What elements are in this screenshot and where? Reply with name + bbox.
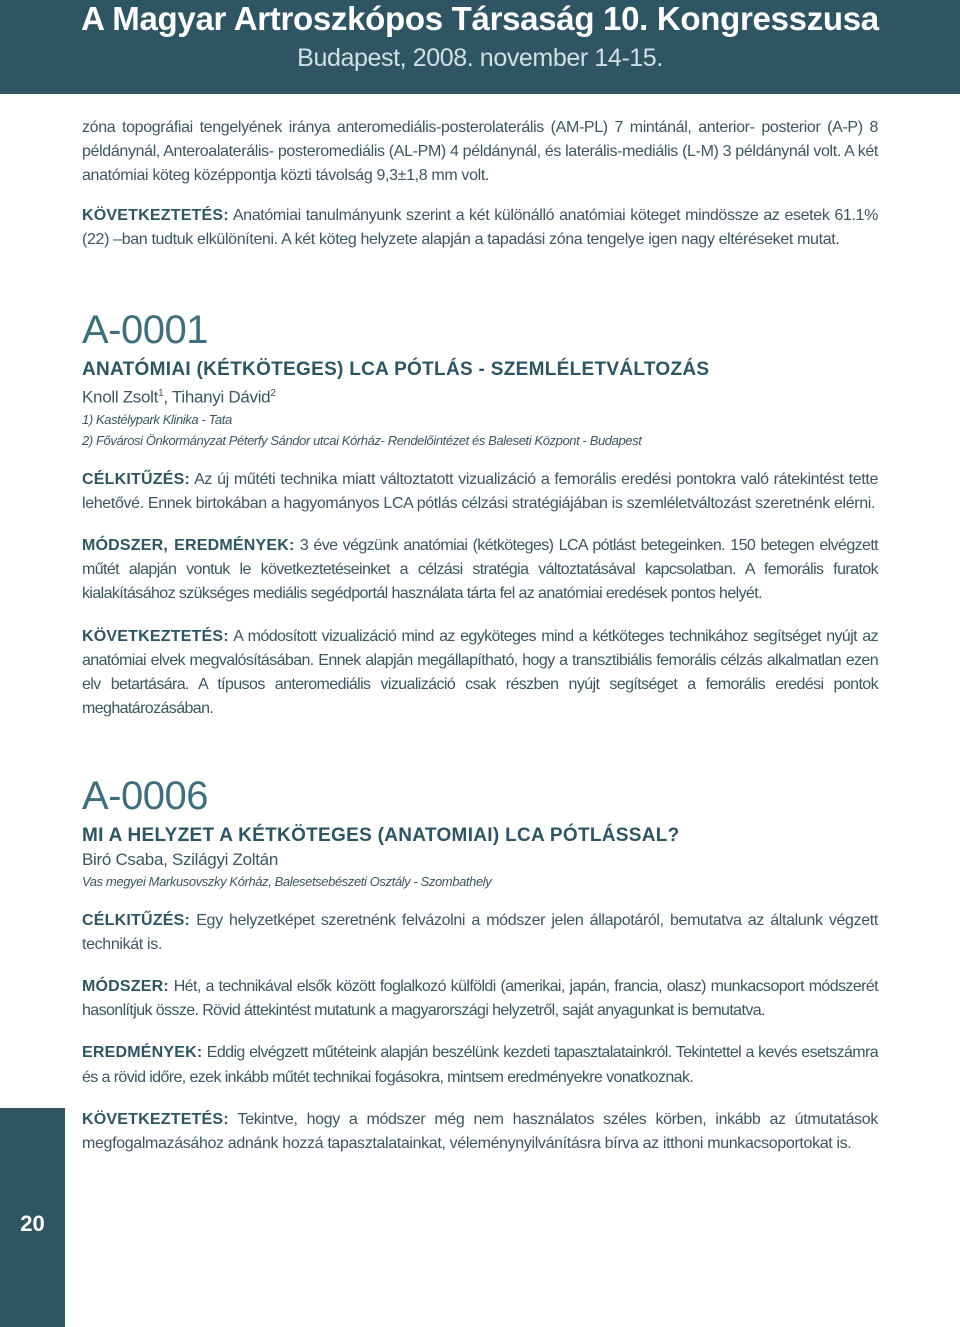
- page-content: [82, 116, 878, 1156]
- abstract-code: A-0006: [82, 773, 208, 818]
- section-text: Tekintve, hogy a módszer még nem használatos széles körben, inkább az útmutatások megfogalmazásához adnánk hozzá tapasztalatainkat, véleménynyilvánításra bírva az itthoni munkacsoportokat is.: [82, 1110, 878, 1152]
- section-text: Eddig elvégzett műtéteink alapján beszélünk kezdeti tapasztalatainkról. Tekintettel a kevés esetszámra és a rövid időre, ezek inkább műtét technikai fogásokra, mintsem eredményekre vonatkoznak.: [82, 1044, 878, 1086]
- affiliation: 2) Fővárosi Önkormányzat Péterfy Sándor utcai Kórház- Rendelőintézet és Baleseti Központ - Budapest: [82, 432, 642, 448]
- section-label: KÖVETKEZTETÉS:: [82, 1110, 229, 1128]
- abstract-aim: [82, 909, 878, 957]
- congress-date-location: Budapest, 2008. november 14-15.: [297, 44, 663, 72]
- abstract-authors: Biró Csaba, Szilágyi Zoltán: [82, 849, 278, 869]
- affiliation: 1) Kastélypark Klinika - Tata: [82, 411, 232, 427]
- page-number: 20: [20, 1211, 45, 1236]
- section-label: EREDMÉNYEK:: [82, 1044, 203, 1062]
- abstract-methods: [82, 534, 878, 607]
- section-label: CÉLKITŰZÉS:: [82, 911, 190, 929]
- section-text: Hét, a technikával elsők között foglalkozó külföldi (amerikai, japán, francia, olasz) munkacsoport módszerét hasonlítjuk össze. Rövid áttekintést mutatunk a magyarországi helyzetről, saját anyagunkat is bemutatva.: [82, 977, 878, 1020]
- congress-title: A Magyar Artroszkópos Társaság 10. Kongresszusa: [81, 0, 879, 37]
- page-header: [0, 0, 960, 94]
- affiliation: Vas megyei Markusovszky Kórház, Balesetsebészeti Osztály - Szombathely: [82, 873, 492, 889]
- abstract-code: A-0001: [82, 308, 208, 353]
- abstract-methods: [82, 975, 878, 1023]
- section-text: A módosított vizualizáció mind az egyköteges mind a kétköteges technikához segítséget nyújt az anatómiai elvek megvalósításában. Ennek alapján megállapítható, hogy a transztibiális femorális célzás alkalmatlan ezen elv betartására. A típusos anteromediális vizualizáció csak részben nyújt segítséget a femorális eredési pontok meghatározásában.: [82, 627, 878, 718]
- intro-paragraph: zóna topográfiai tengelyének iránya anteromediális-posterolaterális (AM-PL) 7 mintánál, anterior- posterior (A-P) 8 példánynál, Anteroalaterális- posteromediális (AL-PM) 4 példánynál, és laterális-mediális (L-M) 3 példánynál volt. A két anatómiai köteg középpontja közti távolság 9,3±1,8 mm volt.: [82, 119, 878, 185]
- section-text: 3 éve végzünk anatómiai (kétköteges) LCA pótlást betegeinken. 150 betegen elvégzett műtét alapján vontuk le következtetéseinket a célzási stratégia változtatásával kapcsolatban. A femorális furatok kialakításához szükséges mediális segédportál használata tárta fel az anatómiai eredések pontos helyét.: [82, 537, 879, 603]
- section-label: MÓDSZER:: [82, 977, 169, 995]
- section-text: Anatómiai tanulmányunk szerint a két különálló anatómiai köteget mindössze az esetek 61.1% (22) –ban tudtuk elkülöníteni. A két köteg helyzete alapján a tapadási zóna tengelye igen nagy eltéréseket mutat.: [82, 206, 878, 248]
- abstract-results: [82, 1041, 878, 1089]
- intro-conclusion: [82, 204, 878, 252]
- author-name: , Tihanyi Dávid: [163, 387, 271, 407]
- section-text: Egy helyzetképet szeretnénk felvázolni a módszer jelen állapotáról, bemutatva az általunk végzett technikát is.: [82, 911, 878, 953]
- section-label: MÓDSZER, EREDMÉNYEK:: [82, 537, 295, 555]
- section-label: KÖVETKEZTETÉS:: [82, 206, 229, 224]
- author-affil-ref: 2: [270, 388, 276, 400]
- section-text: Az új műtéti technika miatt változtatott vizualizáció a femorális eredési pontokra való rátekintést tette lehetővé. Ennek birtokában a hagyományos LCA pótlás célzási stratégiájában is szemléletváltozást szeretnénk elérni.: [82, 470, 878, 512]
- author-name: Knoll Zsolt: [82, 387, 159, 407]
- author-affil-ref: 1: [158, 388, 164, 400]
- abstract-title: ANATÓMIAI (KÉTKÖTEGES) LCA PÓTLÁS - SZEMLÉLETVÁLTOZÁS: [82, 359, 710, 381]
- section-label: CÉLKITŰZÉS:: [82, 470, 190, 488]
- abstract-conclusion: [82, 625, 878, 722]
- abstract-aim: [82, 468, 878, 516]
- abstract-title: MI A HELYZET A KÉTKÖTEGES (ANATOMIAI) LCA PÓTLÁSSAL?: [82, 824, 680, 846]
- abstract-authors: [82, 382, 878, 409]
- abstract-conclusion: [82, 1108, 878, 1156]
- section-label: KÖVETKEZTETÉS:: [82, 627, 229, 645]
